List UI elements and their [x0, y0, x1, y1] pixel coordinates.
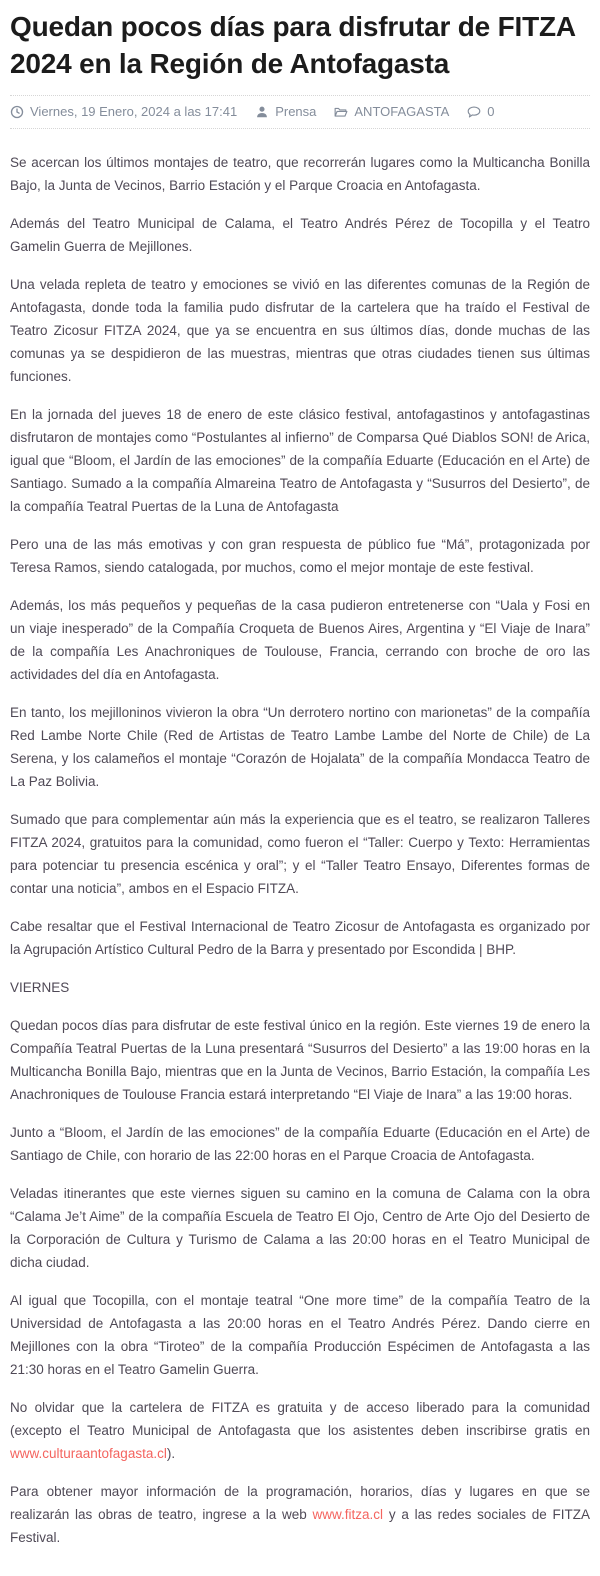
- meta-category-label: ANTOFAGASTA: [354, 104, 450, 119]
- clock-icon: [10, 105, 24, 119]
- article-paragraph: Además del Teatro Municipal de Calama, el Teatro Andrés Pérez de Tocopilla y el Teatro Gamelin Guerra de Mejillones.: [10, 216, 590, 254]
- article-paragraph: En tanto, los mejilloninos vivieron la obra “Un derrotero nortino con marionetas” de la compañía Red Lambe Norte Chile (Red de Artistas de Teatro Lambe Lambe del Norte de Chile) de La Serena, y los calameños el montaje “Corazón de Hojalata” de la compañía Mondacca Teatro de La Paz Bolivia.: [10, 705, 590, 789]
- article-meta-bar: [10, 95, 590, 129]
- article-body: [10, 129, 590, 1549]
- meta-comments-count: 0: [487, 104, 495, 119]
- article-paragraph: VIERNES: [10, 980, 70, 995]
- article-paragraph: Cabe resaltar que el Festival Internacional de Teatro Zicosur de Antofagasta es organizado por la Agrupación Artístico Cultural Pedro de la Barra y presentado por Escondida | BHP.: [10, 919, 590, 957]
- meta-author-label: Prensa: [275, 104, 317, 119]
- user-icon: [255, 105, 269, 119]
- meta-author-link[interactable]: [255, 104, 316, 119]
- inline-link[interactable]: www.fitza.cl: [312, 1507, 384, 1522]
- meta-category-link[interactable]: [334, 104, 449, 119]
- comment-bubble-icon: [467, 105, 481, 119]
- article-paragraph: En la jornada del jueves 18 de enero de este clásico festival, antofagastinos y antofagastinas disfrutaron de montajes como “Postulantes al infierno” de Comparsa Qué Diablos SON! de Arica, igual que “Bloom, el Jardín de las emociones” de la compañía Eduarte (Educación en el Arte) de Santiago. Sumado a la compañía Almareina Teatro de Antofagasta y “Susurros del Desierto”, de la compañía Teatral Puertas de la Luna de Antofagasta: [10, 407, 590, 514]
- article-paragraph: No olvidar que la cartelera de FITZA es gratuita y de acceso liberado para la comunidad (excepto el Teatro Municipal de Antofagasta que los asistentes deben inscribirse gratis en www.culturaantofagasta.cl).: [10, 1400, 590, 1461]
- folder-open-icon: [334, 105, 348, 119]
- article-paragraph: Además, los más pequeños y pequeñas de la casa pudieron entretenerse con “Uala y Fosi en un viaje inesperado” de la Compañía Croqueta de Buenos Aires, Argentina y “El Viaje de Inara” de la compañía Les Anachroniques de Toulouse, Francia, cerrando con broche de oro las actividades del día en Antofagasta.: [10, 598, 590, 682]
- article-paragraph: Quedan pocos días para disfrutar de este festival único en la región. Este viernes 19 de enero la Compañía Teatral Puertas de la Luna presentará “Susurros del Desierto” a las 19:00 horas en la Multicancha Bonilla Bajo, mientras que en la Junta de Vecinos, Barrio Estación, la compañía Les Anachroniques de Toulouse Francia estará interpretando “El Viaje de Inara” a las 19:00 horas.: [10, 1018, 590, 1102]
- article-paragraph: Veladas itinerantes que este viernes siguen su camino en la comuna de Calama con la obra “Calama Je’t Aime” de la compañía Escuela de Teatro El Ojo, Centro de Arte Ojo del Desierto de la Corporación de Cultura y Turismo de Calama a las 20:00 horas en el Teatro Municipal de dicha ciudad.: [10, 1186, 590, 1270]
- meta-comments-link[interactable]: [467, 104, 494, 119]
- inline-link[interactable]: www.culturaantofagasta.cl: [10, 1446, 167, 1461]
- meta-date-label: Viernes, 19 Enero, 2024 a las 17:41: [30, 104, 238, 119]
- meta-date: [10, 104, 237, 119]
- article-paragraph: Se acercan los últimos montajes de teatro, que recorrerán lugares como la Multicancha Bonilla Bajo, la Junta de Vecinos, Barrio Estación y el Parque Croacia en Antofagasta.: [10, 155, 590, 193]
- article-paragraph: Para obtener mayor información de la programación, horarios, días y lugares en que se realizarán las obras de teatro, ingrese a la web www.fitza.cl y a las redes sociales de FITZA Festival.: [10, 1484, 590, 1545]
- article-paragraph: Una velada repleta de teatro y emociones se vivió en las diferentes comunas de la Región de Antofagasta, donde toda la familia pudo disfrutar de la cartelera que ha traído el Festival de Teatro Zicosur FITZA 2024, que ya se encuentra en sus últimos días, donde muchas de las comunas ya se despidieron de las muestras, mientras que otras ciudades tienen sus últimas funciones.: [10, 277, 590, 384]
- article-paragraph: Sumado que para complementar aún más la experiencia que es el teatro, se realizaron Talleres FITZA 2024, gratuitos para la comunidad, como fueron el “Taller: Cuerpo y Texto: Herramientas para potenciar tu presencia escénica y oral”; y el “Taller Teatro Ensayo, Diferentes formas de contar una noticia”, ambos en el Espacio FITZA.: [10, 812, 590, 896]
- article-paragraph: Junto a “Bloom, el Jardín de las emociones” de la compañía Eduarte (Educación en el Arte) de Santiago de Chile, con horario de las 22:00 horas en el Parque Croacia de Antofagasta.: [10, 1125, 590, 1163]
- article-paragraph: Al igual que Tocopilla, con el montaje teatral “One more time” de la compañía Teatro de la Universidad de Antofagasta a las 20:00 horas en el Teatro Andrés Pérez. Dando cierre en Mejillones con la obra “Tiroteo” de la compañía Producción Espécimen de Antofagasta a las 21:30 horas en el Teatro Gamelin Guerra.: [10, 1293, 590, 1377]
- page-title: Quedan pocos días para disfrutar de FITZA 2024 en la Región de Antofagasta: [10, 11, 575, 79]
- article-paragraph: Pero una de las más emotivas y con gran respuesta de público fue “Má”, protagonizada por Teresa Ramos, siendo catalogada, por muchos, como el mejor montaje de este festival.: [10, 537, 590, 575]
- article-page: [0, 8, 600, 1576]
